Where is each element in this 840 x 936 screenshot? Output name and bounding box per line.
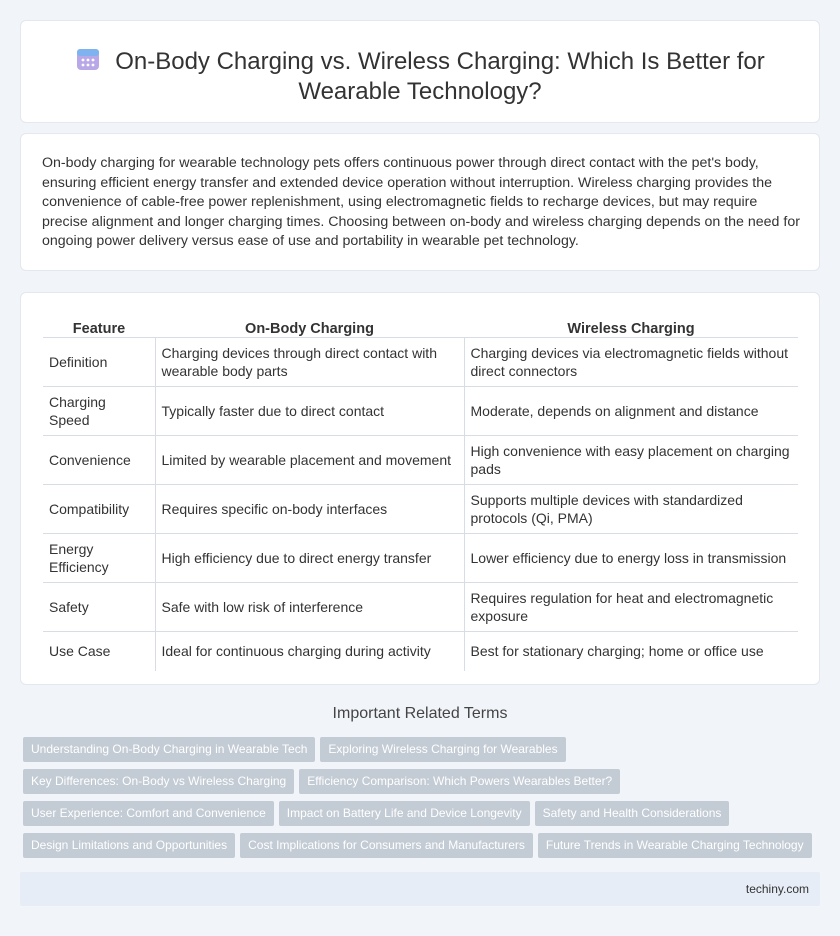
feature-cell: Energy Efficiency [43, 533, 155, 582]
tag-row [23, 833, 823, 865]
related-term-tag[interactable]: User Experience: Comfort and Convenience [23, 801, 274, 826]
feature-cell: Use Case [49, 643, 111, 660]
related-term-tag[interactable]: Design Limitations and Opportunities [23, 833, 235, 858]
on-body-cell: Limited by wearable placement and movement [155, 435, 464, 484]
wireless-cell: Requires regulation for heat and electromagnetic exposure [464, 582, 798, 631]
table-row [43, 386, 798, 435]
feature-cell: Safety [43, 582, 155, 631]
on-body-cell: Ideal for continuous charging during activity [155, 631, 464, 671]
page-title: On-Body Charging vs. Wireless Charging: Which Is Better for Wearable Technology? [115, 48, 765, 105]
related-term-tag[interactable]: Cost Implications for Consumers and Manufacturers [240, 833, 533, 858]
related-term-tag[interactable]: Key Differences: On-Body vs Wireless Charging [23, 769, 294, 794]
on-body-cell: High efficiency due to direct energy transfer [155, 533, 464, 582]
on-body-cell: Requires specific on-body interfaces [155, 484, 464, 533]
feature-cell: Compatibility [43, 484, 155, 533]
summary-card [20, 133, 820, 271]
table-row [43, 533, 798, 582]
table-row [43, 631, 798, 671]
on-body-cell: Charging devices through direct contact with wearable body parts [155, 337, 464, 386]
related-term-tag[interactable]: Understanding On-Body Charging in Wearable Tech [23, 737, 315, 762]
header-wireless: Wireless Charging [464, 315, 798, 337]
feature-cell: Convenience [43, 435, 155, 484]
related-term-tag[interactable]: Efficiency Comparison: Which Powers Wearables Better? [299, 769, 620, 794]
table-row [43, 484, 798, 533]
comparison-table-card [20, 292, 820, 685]
related-term-tag[interactable]: Future Trends in Wearable Charging Technology [538, 833, 812, 858]
wireless-cell: High convenience with easy placement on charging pads [464, 435, 798, 484]
feature-cell: Charging Speed [43, 386, 155, 435]
wireless-cell: Moderate, depends on alignment and distance [464, 386, 798, 435]
table-header-row [43, 315, 798, 337]
related-term-tag[interactable]: Impact on Battery Life and Device Longevity [279, 801, 530, 826]
tag-row [23, 801, 823, 833]
related-terms-list [23, 737, 823, 865]
wireless-cell: Lower efficiency due to energy loss in transmission [464, 533, 798, 582]
page-title-wrap [61, 46, 779, 107]
header-on-body: On-Body Charging [155, 315, 464, 337]
footer-site-link[interactable]: techiny.com [745, 882, 809, 896]
title-card [20, 20, 820, 123]
calendar-icon [75, 46, 101, 72]
wireless-cell: Charging devices via electromagnetic fields without direct connectors [464, 337, 798, 386]
header-feature: Feature [43, 315, 155, 337]
on-body-cell: Safe with low risk of interference [155, 582, 464, 631]
table-row [43, 337, 798, 386]
related-terms-heading: Important Related Terms [332, 705, 508, 722]
wireless-cell: Supports multiple devices with standardized protocols (Qi, PMA) [464, 484, 798, 533]
table-row [43, 582, 798, 631]
footer [20, 872, 820, 906]
wireless-cell: Best for stationary charging; home or office use [464, 631, 798, 671]
on-body-cell: Typically faster due to direct contact [155, 386, 464, 435]
comparison-table [43, 315, 798, 671]
tag-row [23, 769, 823, 801]
related-term-tag[interactable]: Exploring Wireless Charging for Wearables [320, 737, 565, 762]
related-term-tag[interactable]: Safety and Health Considerations [535, 801, 730, 826]
feature-cell: Definition [43, 337, 155, 386]
summary-text: On-body charging for wearable technology pets offers continuous power through direct contact with the pet's body, ensuring efficient energy transfer and extended device operation without interruption. Wireless charging provides the convenience of cable-free power replenishment, using electromagnetic fields to recharge devices, but may require precise alignment and longer charging times. Choosing between on-body and wireless charging depends on the need for ongoing power delivery versus ease of use and portability in wearable pet technology. [42, 155, 800, 249]
tag-row [23, 737, 823, 769]
table-row [43, 435, 798, 484]
